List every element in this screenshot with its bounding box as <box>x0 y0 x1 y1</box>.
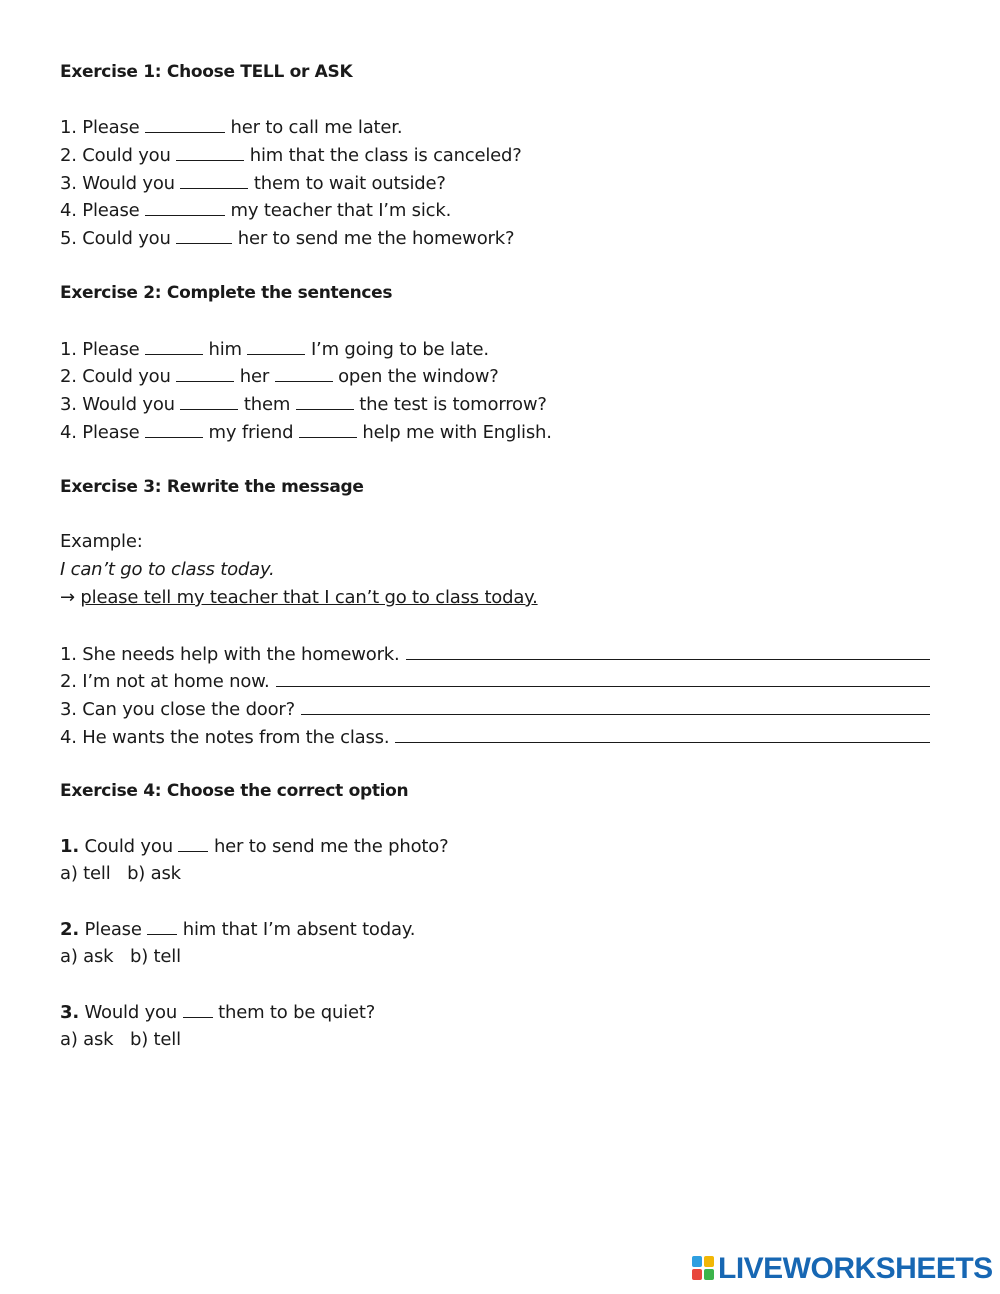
exercise-2-item: 1. Please him I’m going to be late. <box>60 339 489 360</box>
exercise-4-question: 1. Could you her to send me the photo? <box>60 836 449 857</box>
exercise-2-item: 2. Could you her open the window? <box>60 366 499 387</box>
logo-square <box>704 1256 714 1267</box>
exercise-1-item: 5. Could you her to send me the homework? <box>60 228 515 249</box>
exercise-1-item: 3. Would you them to wait outside? <box>60 173 446 194</box>
exercise-2-item: 3. Would you them the test is tomorrow? <box>60 394 547 415</box>
exercise-3-item: 3. Can you close the door? <box>60 696 930 722</box>
answer-line[interactable] <box>301 696 930 715</box>
answer-blank[interactable] <box>176 226 232 244</box>
answer-blank[interactable] <box>176 143 244 161</box>
answer-blank[interactable] <box>180 171 248 189</box>
exercise-4-options[interactable]: a) tell b) ask <box>60 863 181 884</box>
exercise-3-heading: Exercise 3: Rewrite the message <box>60 477 364 497</box>
answer-blank[interactable] <box>176 364 234 382</box>
exercise-4-question: 2. Please him that I’m absent today. <box>60 919 416 940</box>
example-answer-line <box>60 586 538 610</box>
answer-blank[interactable] <box>145 115 225 133</box>
exercise-1-item: 1. Please her to call me later. <box>60 117 403 138</box>
logo-text: LIVEWORKSHEETS <box>718 1252 993 1285</box>
answer-blank[interactable] <box>296 392 354 410</box>
answer-blank[interactable] <box>299 420 357 438</box>
answer-blank[interactable] <box>147 917 177 935</box>
logo-square <box>692 1256 702 1267</box>
answer-line[interactable] <box>395 724 930 743</box>
example-answer: please tell my teacher that I can’t go to class today. <box>80 587 538 608</box>
answer-blank[interactable] <box>145 420 203 438</box>
answer-blank[interactable] <box>145 198 225 216</box>
logo-mark-icon <box>692 1256 716 1282</box>
exercise-2-heading: Exercise 2: Complete the sentences <box>60 283 393 303</box>
exercise-3-item: 1. She needs help with the homework. <box>60 641 930 667</box>
exercise-3-item: 4. He wants the notes from the class. <box>60 724 930 750</box>
answer-blank[interactable] <box>178 834 208 852</box>
answer-blank[interactable] <box>275 364 333 382</box>
arrow-icon: → <box>60 587 75 608</box>
exercise-1-item: 4. Please my teacher that I’m sick. <box>60 200 452 221</box>
logo-square <box>692 1269 702 1280</box>
example-label: Example: <box>60 531 143 552</box>
exercise-2-item: 4. Please my friend help me with English. <box>60 422 552 443</box>
liveworksheets-logo <box>692 1254 993 1284</box>
exercise-4-options[interactable]: a) ask b) tell <box>60 1029 181 1050</box>
answer-line[interactable] <box>276 668 930 687</box>
example-sentence: I can’t go to class today. <box>60 559 275 580</box>
answer-blank[interactable] <box>247 337 305 355</box>
answer-blank[interactable] <box>183 1000 213 1018</box>
exercise-1-heading: Exercise 1: Choose TELL or ASK <box>60 62 353 82</box>
answer-line[interactable] <box>406 641 930 660</box>
answer-blank[interactable] <box>180 392 238 410</box>
exercise-3-item: 2. I’m not at home now. <box>60 668 930 694</box>
exercise-4-heading: Exercise 4: Choose the correct option <box>60 781 409 801</box>
logo-square <box>704 1269 714 1280</box>
answer-blank[interactable] <box>145 337 203 355</box>
exercise-1-item: 2. Could you him that the class is canceled? <box>60 145 522 166</box>
exercise-4-question: 3. Would you them to be quiet? <box>60 1002 376 1023</box>
exercise-4-options[interactable]: a) ask b) tell <box>60 946 181 967</box>
